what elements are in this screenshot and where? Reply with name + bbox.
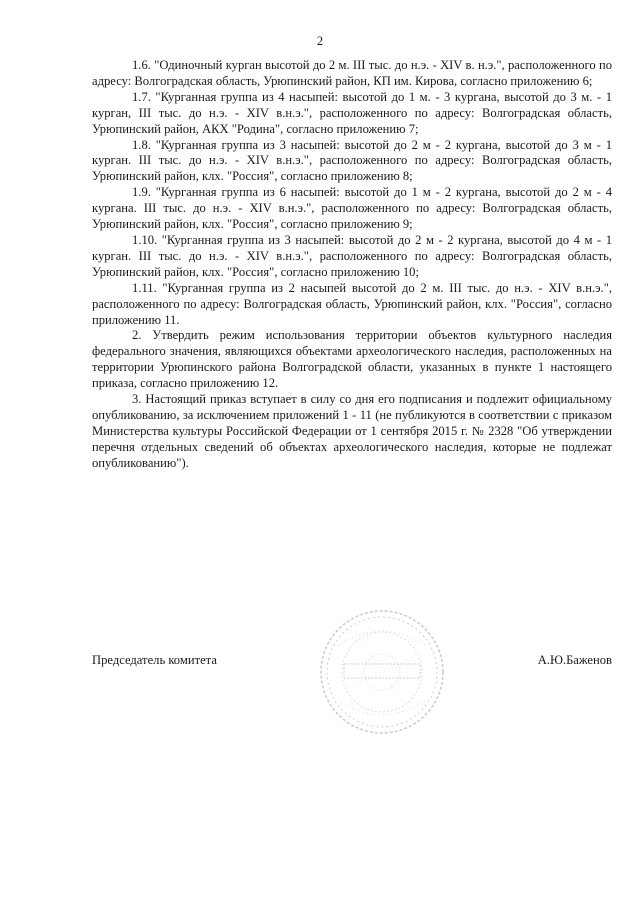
paragraph-2: 2. Утвердить режим использования территории объектов культурного наследия федерального значения, являющихся объектами археологического наследия, расположенных на территории Урюпинского района Волгоградской области, указанных в пункте 1 настоящего приказа, согласно приложению 12.: [92, 328, 612, 391]
signer-name: А.Ю.Баженов: [537, 653, 612, 667]
document-body: [92, 58, 612, 472]
paragraph-1-10: 1.10. "Курганная группа из 3 насыпей: высотой до 2 м - 2 кургана, высотой до 4 м - 1 курган. III тыс. до н.э. - XIV в.н.э.", расположенного по адресу: Волгоградская область, Урюпинский район, клх. "Россия", согласно приложению 10;: [92, 232, 612, 279]
paragraph-1-7: 1.7. "Курганная группа из 4 насыпей: высотой до 1 м. - 3 кургана, высотой до 3 м. - 1 курган, III тыс. до н.э. - XIV в.н.э.", расположенного по адресу: Волгоградская область, Урюпинский район, АКХ "Родина", согласно приложению 7;: [92, 89, 612, 136]
paragraph-1-9: 1.9. "Курганная группа из 6 насыпей: высотой до 1 м - 2 кургана, высотой до 2 м - 4 кургана. III тыс. до н.э. - XIV в.н.э.", расположенного по адресу: Волгоградская область, Урюпинский район, клх. "Россия", согласно приложению 9;: [92, 185, 612, 232]
official-seal-icon: [318, 608, 446, 736]
page-number: 2: [316, 34, 324, 48]
paragraph-3: 3. Настоящий приказ вступает в силу со дня его подписания и подлежит официальному опубликованию, за исключением приложений 1 - 11 (не публикуются в соответствии с приказом Министерства культуры Российской Федерации от 1 сентября 2015 г. № 2328 "Об утверждении перечня отдельных сведений об объектах археологического наследия, которые не подлежат опубликованию").: [92, 392, 612, 470]
paragraph-1-8: 1.8. "Курганная группа из 3 насыпей: высотой до 2 м - 2 кургана, высотой до 3 м - 1 курган. III тыс. до н.э. - XIV в.н.э.", расположенного по адресу: Волгоградская область, Урюпинский район, клх. "Россия", согласно приложению 8;: [92, 137, 612, 184]
paragraph-1-6: 1.6. "Одиночный курган высотой до 2 м. III тыс. до н.э. - XIV в. н.э.", расположенного по адресу: Волгоградская область, Урюпинский район, КП им. Кирова, согласно приложению 6;: [92, 58, 612, 88]
paragraph-1-11: 1.11. "Курганная группа из 2 насыпей высотой до 2 м. III тыс. до н.э. - XIV в.н.э.", расположенного по адресу: Волгоградская область, Урюпинский район, клх. "Россия", согласно приложению 11.: [92, 280, 612, 327]
signer-title: Председатель комитета: [92, 653, 217, 667]
